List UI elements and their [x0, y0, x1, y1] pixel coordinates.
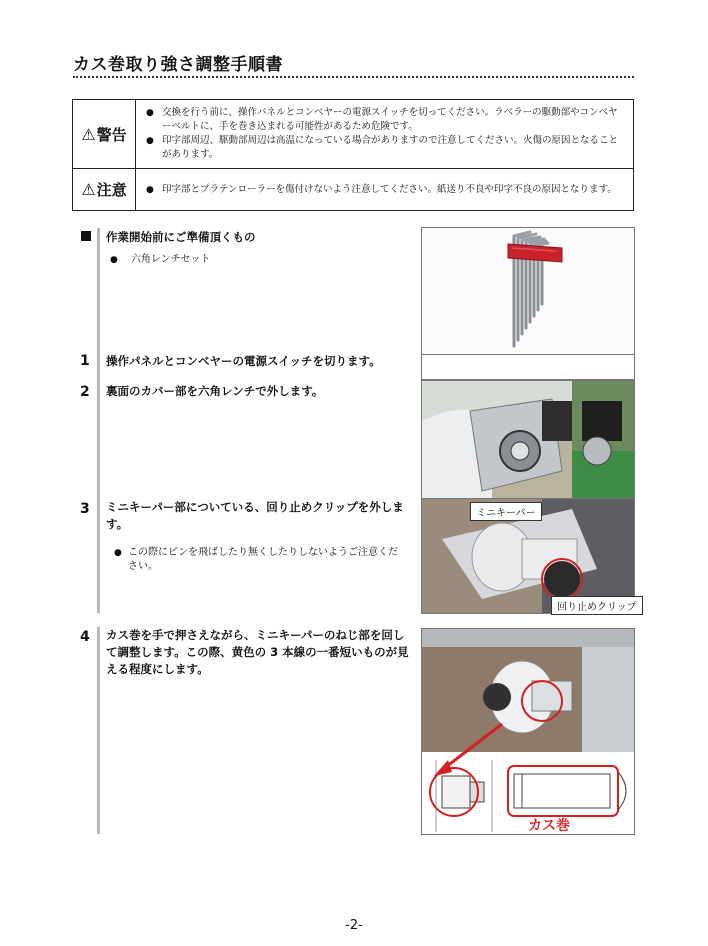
rear-cover-photo	[421, 380, 635, 500]
safety-table	[72, 99, 634, 211]
caution-label: 注意	[96, 181, 127, 199]
title-rule	[73, 76, 634, 78]
step-number: 2	[80, 384, 90, 400]
preparation-heading: 作業開始前にご準備頂くもの	[106, 230, 256, 244]
photo-frame-gap	[421, 353, 635, 380]
section-square-bullet	[81, 231, 91, 241]
step-number: 4	[80, 629, 90, 645]
step-number: 3	[80, 501, 90, 517]
page-title: カス巻取り強さ調整手順書	[73, 55, 283, 75]
page-number: -2-	[345, 918, 363, 933]
bullet-dot: ●	[114, 548, 122, 558]
warning-label: 警告	[96, 125, 127, 144]
mini-keeper-caption: ミニキーパー	[470, 502, 542, 521]
preparation-item	[110, 253, 210, 267]
warning-item: ● 交換を行う前に、操作パネルとコンベヤーの電源スイッチを切ってください。ラベラーの駆動部やコンベヤーベルトに、手を巻き込まれる可能性があるため危険です。	[144, 106, 627, 134]
step-note-text: この際にピンを飛ばしたり無くしたりしないようご注意ください。	[128, 547, 398, 572]
warning-row	[73, 100, 634, 169]
bullet-dot: ●	[110, 255, 118, 265]
warning-triangle-icon: ⚠	[81, 124, 96, 144]
step-text: ミニキーパー部についている、回り止めクリップを外します。	[106, 500, 404, 531]
step-text: 操作パネルとコンベヤーの電源スイッチを切ります。	[106, 354, 381, 368]
step4-vertical-bar	[97, 627, 100, 834]
hex-wrench-photo	[421, 227, 635, 355]
step-note	[114, 546, 404, 574]
arrow-icon	[430, 720, 510, 780]
caution-body	[136, 169, 634, 211]
step-number: 1	[80, 353, 90, 369]
caution-item: ● 印字部とプラテンローラーを傷付けないよう注意してください。紙送り不良や印字不良の原因となります。	[144, 183, 627, 197]
warning-item: ● 印字部周辺、駆動部周辺は高温になっている場合がありますので注意してください。火傷の原因となることがあります。	[144, 134, 627, 162]
caution-label-cell	[73, 169, 136, 211]
warning-body	[136, 100, 634, 169]
hex-wrench-illustration	[422, 228, 634, 354]
step-text: 裏面のカバー部を六角レンチで外します。	[106, 384, 324, 398]
waste-roll-label: カス巻	[528, 818, 570, 834]
mechanism-illustration	[422, 381, 634, 499]
warning-label-cell	[73, 100, 136, 169]
caution-row	[73, 169, 634, 211]
rotation-clip-caption: 回り止めクリップ	[551, 596, 643, 615]
caution-triangle-icon: ⚠	[81, 180, 96, 199]
preparation-item-label: 六角レンチセット	[130, 254, 211, 265]
step-text: カス巻を手で押さえながら、ミニキーパーのねじ部を回して調整します。この際、黄色の 3 本線の一番短いものが見える程度にします。	[106, 628, 409, 676]
steps-vertical-bar	[97, 228, 100, 613]
